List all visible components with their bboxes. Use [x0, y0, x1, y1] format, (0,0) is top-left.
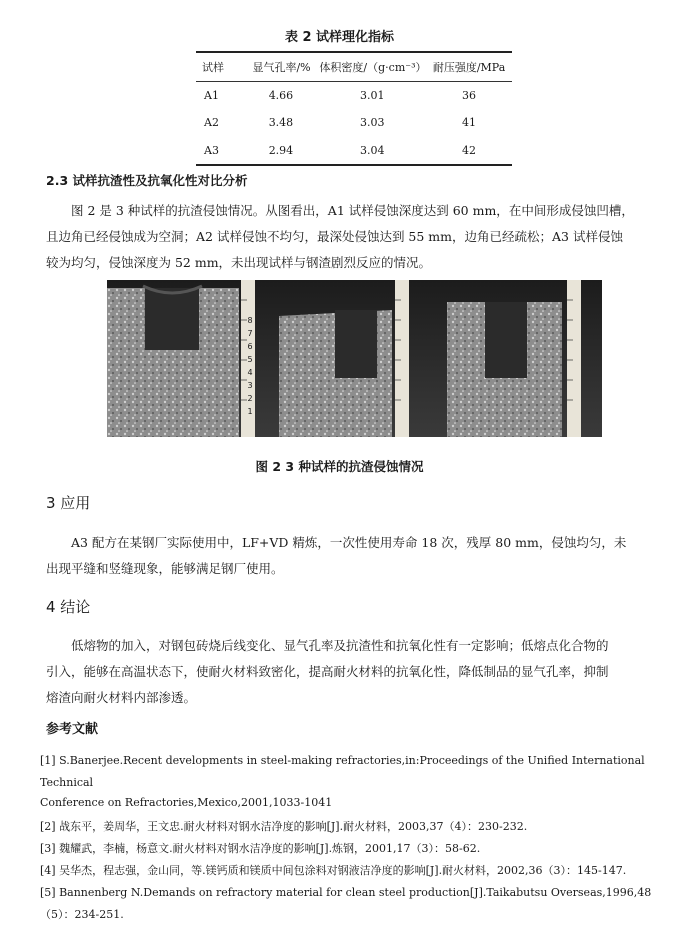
paragraph-line: 且边角已经侵蚀成为空洞；A2 试样侵蚀不均匀，最深处侵蚀达到 55 mm，边角已经疏松；A3 试样侵蚀 [46, 229, 623, 244]
slag-erosion-photo [107, 280, 602, 437]
table-cell: 36 [462, 89, 477, 102]
ruler-digit: 7 [247, 329, 253, 338]
table-row [196, 82, 512, 110]
table-row [196, 136, 512, 165]
section-heading-2-3: 2.3 试样抗渣性及抗氧化性对比分析 [46, 173, 248, 188]
reference-item: [3] 魏耀武，李楠，杨意文.耐火材料对钢水洁净度的影响[J].炼钢，2001,17（3）：58-62. [40, 842, 481, 855]
paragraph-line: A3 配方在某钢厂实际使用中，LF+VD 精炼，一次性使用寿命 18 次，残厚 80 mm，侵蚀均匀，未 [71, 535, 627, 550]
properties-table [196, 51, 512, 166]
table-cell: A1 [204, 89, 219, 102]
table-header-row [196, 52, 512, 82]
table-cell: 4.66 [268, 89, 294, 102]
table-cell: 3.04 [318, 136, 426, 165]
reference-item-continuation: Conference on Refractories,Mexico,2001,1033-1041 [40, 796, 333, 809]
section-heading-4: 4 结论 [46, 598, 91, 616]
table-cell: 41 [462, 116, 477, 129]
paragraph-line: 熔渣向耐火材料内部渗透。 [46, 690, 197, 705]
table-cell: A2 [204, 116, 219, 129]
ruler-digit: 1 [247, 407, 253, 416]
table-cell: 3.48 [268, 116, 294, 129]
col-header-sample: 试样 [196, 52, 245, 82]
section-heading-3: 3 应用 [46, 494, 91, 512]
figure-caption: 图 2 3 种试样的抗渣侵蚀情况 [255, 459, 424, 474]
ruler-digit: 6 [247, 342, 253, 351]
table-cell: 42 [426, 136, 512, 165]
reference-item: [5] Bannenberg N.Demands on refractory material for clean steel production[J].Taikabutsu Overseas,1996,48（5）：234-251. [40, 886, 652, 921]
paragraph-line: 图 2 是 3 种试样的抗渣侵蚀情况。从图看出，A1 试样侵蚀深度达到 60 mm，在中间形成侵蚀凹槽， [71, 203, 634, 218]
ruler-digit: 4 [247, 368, 253, 377]
table-cell: 3.03 [360, 116, 385, 129]
col-header-strength: 耐压强度/MPa [426, 52, 512, 82]
section-4-paragraph [46, 633, 666, 711]
paragraph-line: 出现平缝和竖缝现象，能够满足钢厂使用。 [46, 561, 284, 576]
section-3-paragraph [46, 530, 666, 582]
col-header-porosity: 显气孔率/% [245, 52, 319, 82]
ruler-digit: 2 [247, 394, 253, 403]
table-row [196, 109, 512, 136]
ruler-digit: 8 [247, 316, 253, 325]
table-cell: 3.01 [360, 89, 385, 102]
paragraph-line: 较为均匀，侵蚀深度为 52 mm，未出现试样与钢渣剧烈反应的情况。 [46, 255, 432, 270]
col-header-density: 体积密度/（g·cm⁻³） [318, 52, 426, 82]
section-2-3-paragraph [46, 198, 666, 276]
table-title: 表 2 试样理化指标 [284, 30, 395, 45]
table-cell: A3 [196, 136, 245, 165]
paragraph-line: 低熔物的加入，对钢包砖烧后线变化、显气孔率及抗渣性和抗氧化性有一定影响；低熔点化合物的 [71, 638, 609, 653]
reference-item: [1] S.Banerjee.Recent developments in steel-making refractories,in:Proceedings of the Unified International Technical [40, 754, 645, 789]
reference-item: [4] 吴华杰，程志强，金山同，等.镁钙质和镁质中间包涂料对钢液洁净度的影响[J].耐火材料，2002,36（3）：145-147. [40, 864, 627, 877]
references-list [40, 750, 670, 926]
paragraph-line: 引入，能够在高温状态下，使耐火材料致密化，提高耐火材料的抗氧化性，降低制品的显气孔率，抑制 [46, 664, 609, 679]
table-cell: 2.94 [245, 136, 319, 165]
reference-item: [2] 战东平，姜周华，王文忠.耐火材料对钢水洁净度的影响[J].耐火材料，2003,37（4）：230-232. [40, 820, 528, 833]
ruler-digits [245, 314, 255, 418]
ruler-digit: 5 [247, 355, 253, 364]
references-title: 参考文献 [46, 722, 99, 737]
ruler-digit: 3 [247, 381, 253, 390]
